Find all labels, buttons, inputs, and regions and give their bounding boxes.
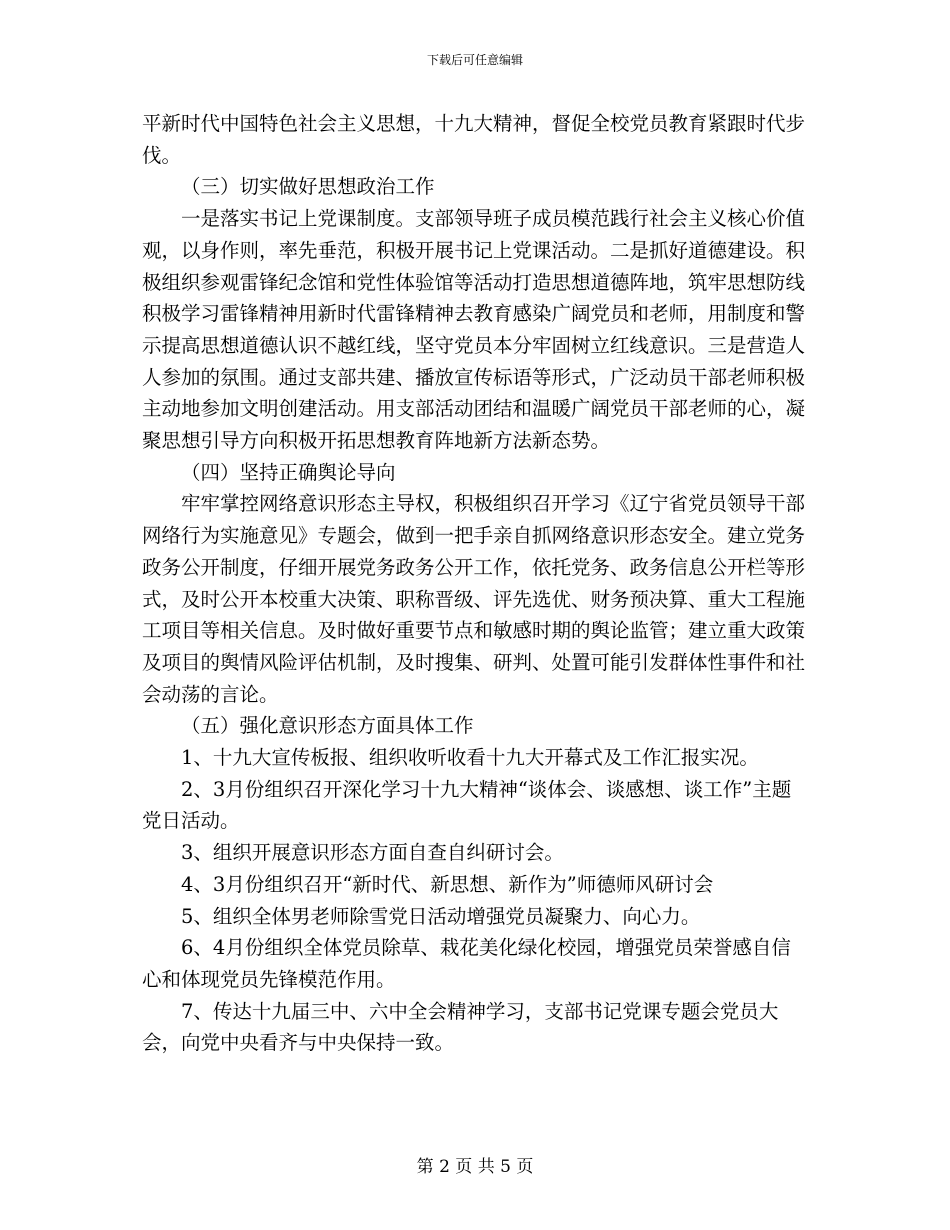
section-heading-4: （四）坚持正确舆论导向 bbox=[181, 460, 396, 484]
section-heading-3: （三）切实做好思想政治工作 bbox=[181, 175, 435, 199]
list-item: 4、3月份组织召开“新时代、新思想、新作为”师德师风研讨会 bbox=[181, 872, 714, 896]
list-item: 7、传达十九届三中、六中全会精神学习，支部书记党课专题会党员大会，向党中央看齐与中央保持一致。 bbox=[142, 999, 779, 1055]
list-item: 3、组织开展意识形态方面自查自纠研讨会。 bbox=[181, 841, 564, 865]
page-number: 第 2 页 共 5 页 bbox=[416, 1157, 534, 1177]
list-item: 2、3月份组织召开深化学习十九大精神“谈体会、谈感想、谈工作”主题党日活动。 bbox=[142, 777, 792, 833]
paragraph-continuation: 平新时代中国特色社会主义思想，十九大精神，督促全校党员教育紧跟时代步伐。 bbox=[142, 112, 806, 167]
list-item: 5、组织全体男老师除雪党日活动增强党员凝聚力、向心力。 bbox=[181, 904, 701, 928]
paragraph-ideological-work: 一是落实书记上党课制度。支部领导班子成员模范践行社会主义核心价值观，以身作则，率先垂范，积极开展书记上党课活动。二是抓好道德建设。积极组织参观雷锋纪念馆和党性体验馆等活动打造思想道德阵地，筑牢思想防线积极学习雷锋精神用新时代雷锋精神去教育感染广阔党员和老师，用制度和警示提高思想道德认识不越红线，坚守党员本分牢固树立红线意识。三是营造人人参加的氛围。通过支部共建、播放宣传标语等形式，广泛动员干部老师积极主动地参加文明创建活动。用支部活动团结和温暖广阔党员干部老师的心，凝聚思想引导方向积极开拓思想教育阵地新方法新态势。 bbox=[142, 207, 806, 453]
paragraph-public-opinion: 牢牢掌控网络意识形态主导权，积极组织召开学习《辽宁省党员领导干部网络行为实施意见》专题会，做到一把手亲自抓网络意识形态安全。建立党务政务公开制度，仔细开展党务政务公开工作，依托党务、政务信息公开栏等形式，及时公开本校重大决策、职称晋级、评先选优、财务预决算、重大工程施工项目等相关信息。及时做好重要节点和敏感时期的舆论监管；建立重大政策及项目的舆情风险评估机制，及时搜集、研判、处置可能引发群体性事件和社会动荡的言论。 bbox=[142, 492, 806, 706]
section-heading-5: （五）强化意识形态方面具体工作 bbox=[181, 714, 474, 738]
page-header: 下载后可任意编辑 bbox=[426, 53, 523, 67]
list-item: 1、十九大宣传板报、组织收听收看十九大开幕式及工作汇报实况。 bbox=[181, 746, 759, 770]
document-body bbox=[142, 108, 810, 1059]
list-item: 6、4月份组织全体党员除草、栽花美化绿化校园，增强党员荣誉感自信心和体现党员先锋模范作用。 bbox=[142, 936, 791, 991]
